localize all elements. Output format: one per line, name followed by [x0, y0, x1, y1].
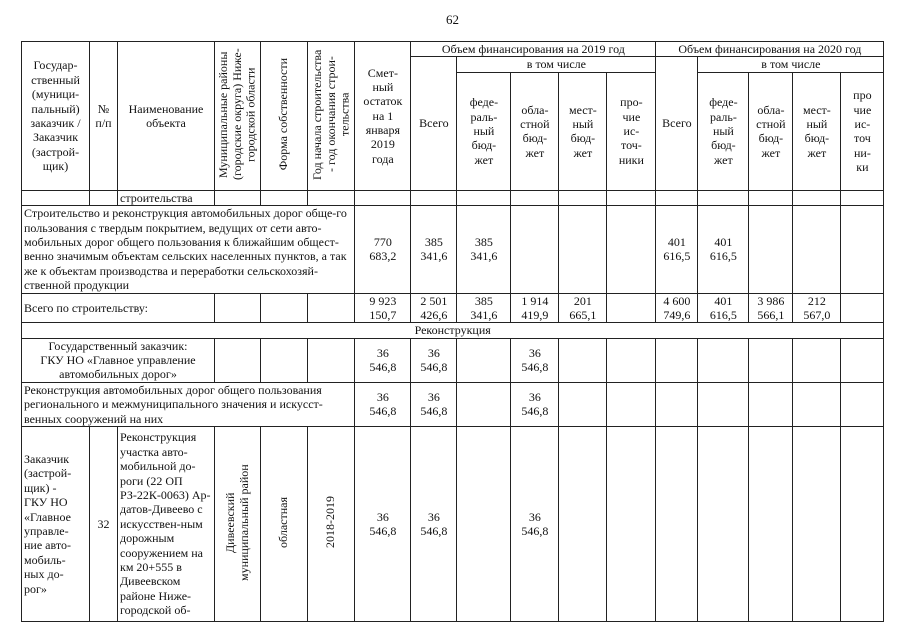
state-customer-text: Государственный заказчик: ГКУ НО «Главное управление автомобильных дорог»: [22, 338, 215, 382]
sc-regional-2019: 36 546,8: [511, 338, 559, 382]
header-fin-2020: Объем финансирования на 2020 год: [656, 42, 884, 57]
header-other-2019: про- чие ис- точ- ники: [607, 72, 656, 190]
header-district: [215, 42, 261, 191]
obj-total-2019: 36 546,8: [411, 427, 457, 622]
header-number: № п/п: [90, 42, 118, 191]
header-regional-2019: обла- стной бюд- жет: [511, 72, 559, 190]
object-number: 32: [90, 427, 118, 622]
table-row: [22, 382, 884, 426]
header-fin-2019: Объем финансирования на 2019 год: [411, 42, 656, 57]
ct-total-2019: 2 501 426,6: [411, 293, 457, 323]
header-local-2019: мест- ный бюд- жет: [559, 72, 607, 190]
table-row: [22, 293, 884, 323]
construction-total-label: Всего по строительству:: [22, 293, 215, 323]
page-number: 62: [446, 12, 459, 27]
table-row: [22, 338, 884, 382]
header-object-name: Наименование объекта: [118, 42, 215, 191]
object-customer: Заказчик (застрой- щик) - ГКУ НО «Главное управле- ние авто- мобиль- ных до- рог»: [22, 427, 90, 622]
reconstruction-text: Реконструкция автомобильных дорог общего пользования регионального и межмуниципального значения и искусст-венных сооружений на них: [22, 382, 355, 426]
header-federal-2020: феде- раль- ный бюд- жет: [698, 72, 749, 190]
header-years-text: Год начала строительства - год окончания строи-тельства: [309, 49, 352, 180]
header-including-2020: в том числе: [698, 57, 884, 72]
table-row: [22, 206, 884, 293]
object-ownership: [261, 427, 308, 622]
financing-table: [21, 41, 884, 622]
section-title: Реконструкция: [22, 323, 884, 338]
ct-federal-2019: 385 341,6: [457, 293, 511, 323]
header-other-2020: про чие ис- точ ни- ки: [841, 72, 884, 190]
header-total-2020: Всего: [656, 57, 698, 190]
rc-regional-2019: 36 546,8: [511, 382, 559, 426]
obj-regional-2019: 36 546,8: [511, 427, 559, 622]
header-ownership-text: Форма собственности: [276, 58, 291, 171]
ct-local-2019: 201 665,1: [559, 293, 607, 323]
ct-remaining: 9 923 150,7: [355, 293, 411, 323]
object-district: [215, 427, 261, 622]
construction-text: Строительство и реконструкция автомобильных дорог обще-го пользования с твердым покрытием, ведущих от сети авто-мобильных дорог общего пользования к ближайшим общест-венно значимым объектам сельских населенных пунктов, а так же к объектам производства и переработки сельскохозяй-ственной продукции: [22, 206, 355, 293]
rc-remaining: 36 546,8: [355, 382, 411, 426]
continuation-text: строительства: [118, 190, 215, 205]
object-district-text: Дивеевский муниципальный район: [222, 464, 251, 581]
header-total-2019: Всего: [411, 57, 457, 190]
table-row: [22, 190, 884, 205]
construction-total-2019: 385 341,6: [411, 206, 457, 293]
header-regional-2020: обла- стной бюд- жет: [749, 72, 793, 190]
ct-local-2020: 212 567,0: [793, 293, 841, 323]
object-ownership-text: областная: [276, 496, 291, 548]
construction-federal-2020: 401 616,5: [698, 206, 749, 293]
ct-total-2020: 4 600 749,6: [656, 293, 698, 323]
header-years: [308, 42, 355, 191]
header-customer: Государ- ственный (муници- пальный) заказчик / Заказчик (застрой- щик): [22, 42, 90, 191]
construction-total-2020: 401 616,5: [656, 206, 698, 293]
construction-remaining: 770 683,2: [355, 206, 411, 293]
header-federal-2019: феде- раль- ный бюд- жет: [457, 72, 511, 190]
table-row: [22, 323, 884, 338]
header-including-2019: в том числе: [457, 57, 656, 72]
sc-remaining: 36 546,8: [355, 338, 411, 382]
ct-regional-2020: 3 986 566,1: [749, 293, 793, 323]
object-years-text: 2018-2019: [323, 496, 338, 549]
header-ownership: [261, 42, 308, 191]
table-row: [22, 427, 884, 622]
obj-remaining: 36 546,8: [355, 427, 411, 622]
rc-total-2019: 36 546,8: [411, 382, 457, 426]
sc-total-2019: 36 546,8: [411, 338, 457, 382]
object-name: Реконструкция участка авто-мобильной до-роги (22 ОП РЗ-22К-0063) Ар-датов-Дивеево с искусствен-ным дорожным сооружением на км 20+555 в Дивеевском районе Ниже-городской об-: [118, 427, 215, 622]
header-remaining: Смет- ный остаток на 1 января 2019 года: [355, 42, 411, 191]
header-local-2020: мест- ный бюд- жет: [793, 72, 841, 190]
construction-federal-2019: 385 341,6: [457, 206, 511, 293]
ct-regional-2019: 1 914 419,9: [511, 293, 559, 323]
ct-federal-2020: 401 616,5: [698, 293, 749, 323]
header-district-text: Муниципальные районы (городские округа) Ниже-городской области: [216, 48, 258, 181]
object-years: [308, 427, 355, 622]
